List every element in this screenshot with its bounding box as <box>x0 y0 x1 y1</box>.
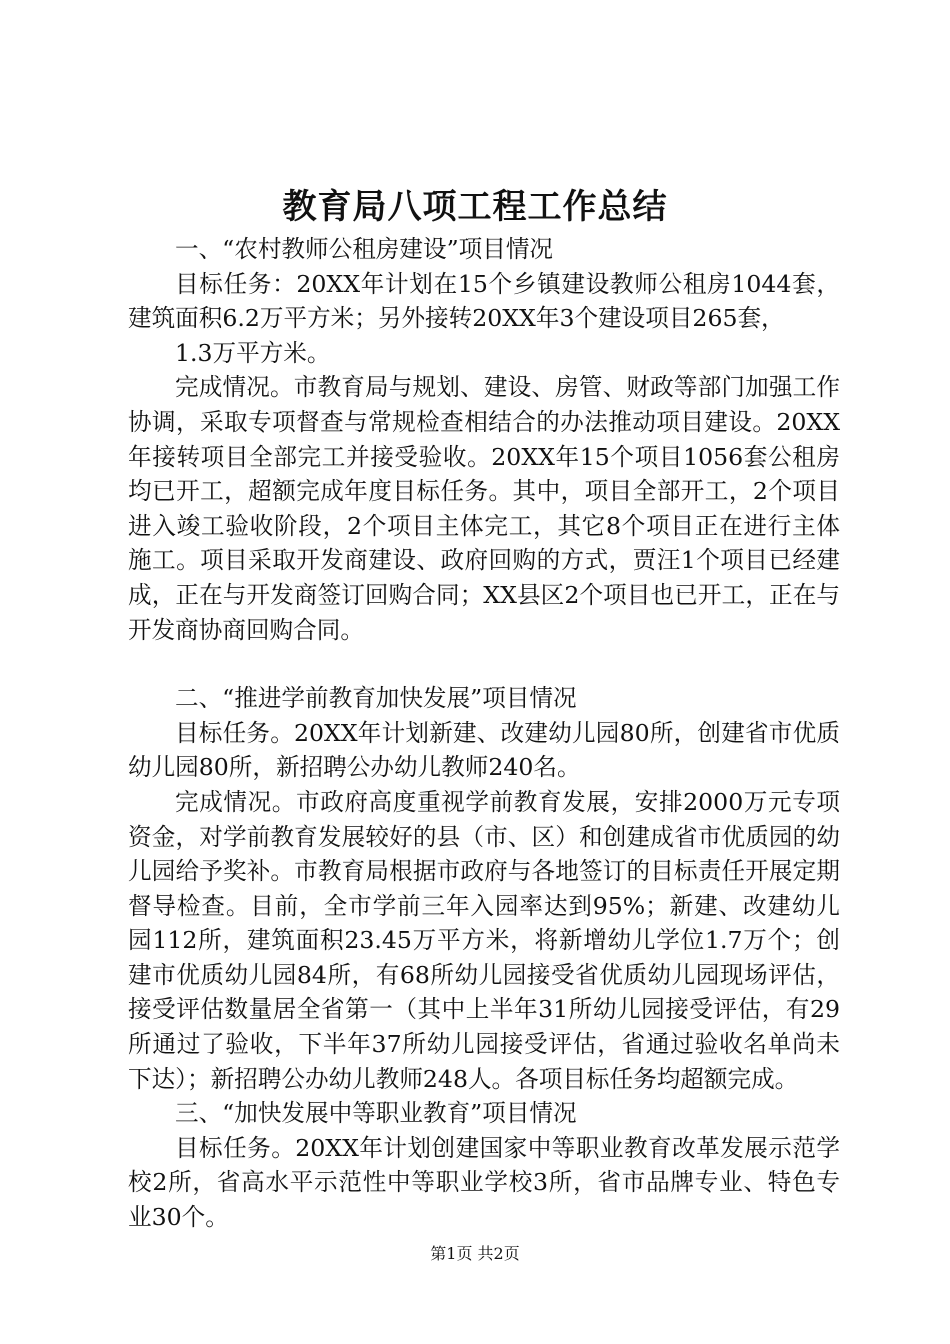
document-body <box>128 232 840 1235</box>
document-title: 教育局八项工程工作总结 <box>282 187 668 227</box>
paragraph-target-2: 目标任务。20XX年计划新建、改建幼儿园80所，创建省市优质幼儿园80所，新招聘公办幼儿教师240名。 <box>128 718 840 782</box>
page-footer: 第1页 共2页 <box>430 1244 520 1263</box>
section-heading-2: 二、“推进学前教育加快发展”项目情况 <box>175 684 577 713</box>
paragraph-target-1-cont: 1.3万平方米。 <box>175 338 331 367</box>
paragraph-target-3: 目标任务。20XX年计划创建国家中等职业教育改革发展示范学校2所，省高水平示范性中等职业学校3所，省市品牌专业、特色专业30个。 <box>128 1133 840 1232</box>
section-heading-1: 一、“农村教师公租房建设”项目情况 <box>175 235 554 263</box>
paragraph-target-1: 目标任务：20XX年计划在15个乡镇建设教师公租房1044套，建筑面积6.2万平方米；另外接转20XX年3个建设项目265套， <box>128 269 840 333</box>
paragraph-completion-2: 完成情况。市政府高度重视学前教育发展，安排2000万元专项资金，对学前教育发展较好的县（市、区）和创建成省市优质园的幼儿园给予奖补。市教育局根据市政府与各地签订的目标责任开展定期督导检查。目前，全市学前三年入园率达到95%；新建、改建幼儿园112所，建筑面积23.45万平方米，将新增幼儿学位1.7万个；创建市优质幼儿园84所，有68所幼儿园接受省优质幼儿园现场评估，接受评估数量居全省第一（其中上半年31所幼儿园接受评估，有29所通过了验收，下半年37所幼儿园接受评估，省通过验收名单尚未下达）；新招聘公办幼儿教师248人。各项目标任务均超额完成。 <box>128 787 840 1093</box>
section-heading-3: 三、“加快发展中等职业教育”项目情况 <box>175 1099 577 1128</box>
paragraph-completion-1: 完成情况。市教育局与规划、建设、房管、财政等部门加强工作协调，采取专项督查与常规检查相结合的办法推动项目建设。20XX年接转项目全部完工并接受验收。20XX年15个项目1056套公租房均已开工，超额完成年度目标任务。其中，项目全部开工，2个项目进入竣工验收阶段，2个项目主体完工，其它8个项目正在进行主体施工。项目采取开发商建设、政府回购的方式，贾汪1个项目已经建成，正在与开发商签订回购合同；XX县区2个项目也已开工，正在与开发商协商回购合同。 <box>128 373 840 644</box>
